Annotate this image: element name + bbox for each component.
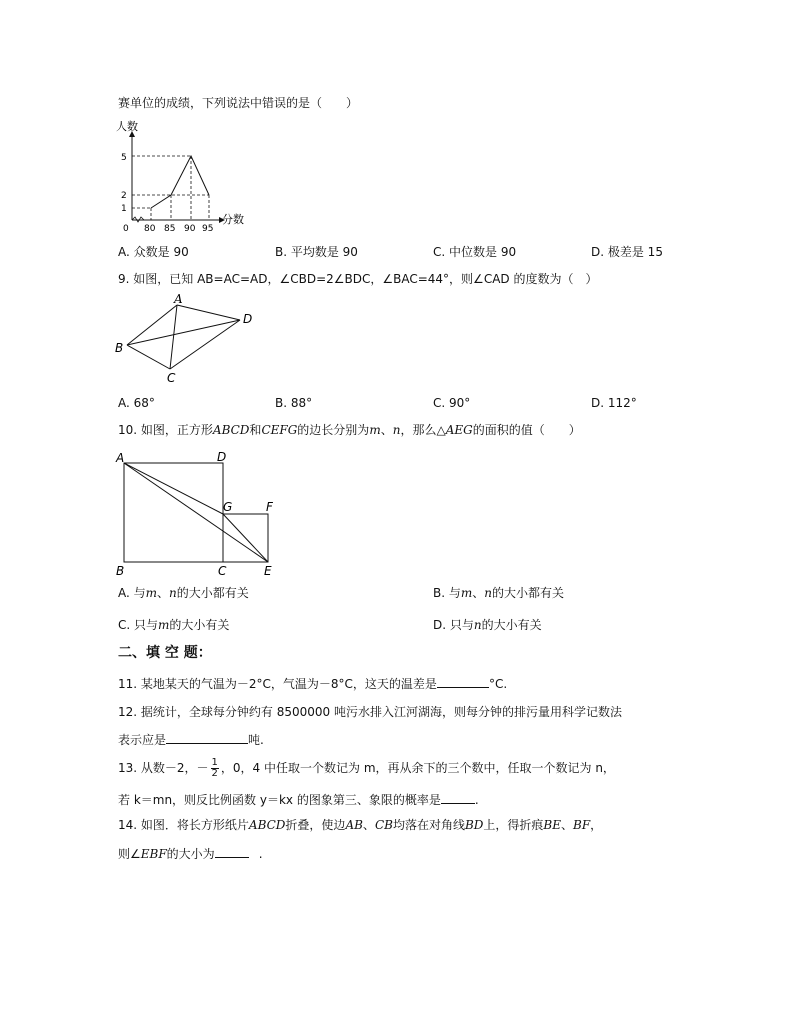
q8-option-a[interactable]: A. 众数是 90 xyxy=(118,245,189,259)
q9-stem: 9. 如图，已知 AB=AC=AD，∠CBD=2∠BDC，∠BAC=44°，则∠CAD 的度数为（ ） xyxy=(118,272,598,286)
square-ABCD xyxy=(124,463,223,562)
q8-option-c[interactable]: C. 中位数是 90 xyxy=(433,245,517,259)
q10-label-D: D xyxy=(217,450,227,464)
q9-quadrilateral-figure xyxy=(110,293,270,383)
q10-label-C: C xyxy=(218,564,227,578)
q8-line-chart xyxy=(112,118,252,233)
q10-label-B: B xyxy=(116,564,125,578)
segment-BC xyxy=(127,345,170,369)
q11-line: 11. 某地某天的气温为－2°C，气温为－8°C，这天的温差是 °C. xyxy=(118,677,508,691)
q10-option-c[interactable]: C. 只与m的大小有关 xyxy=(118,618,230,632)
x-axis-label: 分数 xyxy=(222,213,244,226)
q13-line1: 13. 从数－2，－ $\frac{1}{2}$ ，0，4 中任取一个数记为 m，再从余下的三个数中，任取一个数记为 n， xyxy=(118,757,615,779)
q13-line2: 若 k＝mn，则反比例函数 y＝kx 的图象第三、象限的概率是 . xyxy=(118,793,479,807)
x-tick-90: 90 xyxy=(184,224,196,233)
q10-option-d[interactable]: D. 只与n的大小有关 xyxy=(433,618,542,632)
q14-answer-blank[interactable] xyxy=(215,845,249,858)
x-tick-95: 95 xyxy=(202,224,214,233)
origin-label: 0 xyxy=(123,224,129,233)
q9-option-b[interactable]: B. 88° xyxy=(275,396,313,410)
q8-option-d[interactable]: D. 极差是 15 xyxy=(591,245,663,259)
q9-option-a[interactable]: A. 68° xyxy=(118,396,155,410)
x-tick-80: 80 xyxy=(144,224,156,233)
q10-label-G: G xyxy=(223,500,233,514)
y-axis-label: 人数 xyxy=(116,120,138,133)
q13-answer-blank[interactable] xyxy=(441,791,475,804)
q10-stem: 10. 如图，正方形ABCD和CEFG的边长分别为m、n，那么△AEG的面积的值（ ） xyxy=(118,423,581,437)
segment-GE xyxy=(223,514,268,562)
q12-line2: 表示应是 吨. xyxy=(118,733,264,747)
y-tick-5: 5 xyxy=(121,153,127,163)
fraction-one-half: $\frac{1}{2}$ xyxy=(211,757,218,779)
data-series-line xyxy=(151,156,209,208)
q9-label-A: A xyxy=(174,293,183,306)
q14-line1: 14. 如图．将长方形纸片ABCD折叠，使边AB、CB均落在对角线BD上，得折痕BE、BF， xyxy=(118,818,603,832)
segment-AC xyxy=(170,305,177,369)
q8-option-b[interactable]: B. 平均数是 90 xyxy=(275,245,358,259)
q9-option-c[interactable]: C. 90° xyxy=(433,396,471,410)
y-tick-2: 2 xyxy=(121,191,127,201)
q10-option-a[interactable]: A. 与m、n的大小都有关 xyxy=(118,586,249,600)
segment-BD xyxy=(127,320,240,345)
section-2-heading: 二、填 空 题： xyxy=(118,645,212,661)
q12-answer-blank[interactable] xyxy=(166,731,248,744)
q8-stem: 赛单位的成绩，下列说法中错误的是（ ） xyxy=(118,96,359,110)
segment-AE xyxy=(124,463,268,562)
q12-line1: 12. 据统计，全球每分钟约有 8500000 吨污水排入江河湖海，则每分钟的排污量用科学记数法 xyxy=(118,705,622,719)
q10-squares-figure xyxy=(112,448,282,578)
q9-label-B: B xyxy=(115,341,124,355)
y-tick-1: 1 xyxy=(121,204,127,214)
q9-label-C: C xyxy=(167,371,176,383)
q10-label-A: A xyxy=(116,451,125,465)
q10-label-E: E xyxy=(264,564,272,578)
q10-option-b[interactable]: B. 与m、n的大小都有关 xyxy=(433,586,565,600)
segment-AG xyxy=(124,463,223,514)
q9-option-d[interactable]: D. 112° xyxy=(591,396,637,410)
segment-AD xyxy=(177,305,240,320)
q9-label-D: D xyxy=(243,312,253,326)
x-tick-85: 85 xyxy=(164,224,176,233)
q14-line2: 则∠EBF的大小为 . xyxy=(118,847,263,861)
q10-label-F: F xyxy=(266,500,273,514)
q11-answer-blank[interactable] xyxy=(437,675,489,688)
